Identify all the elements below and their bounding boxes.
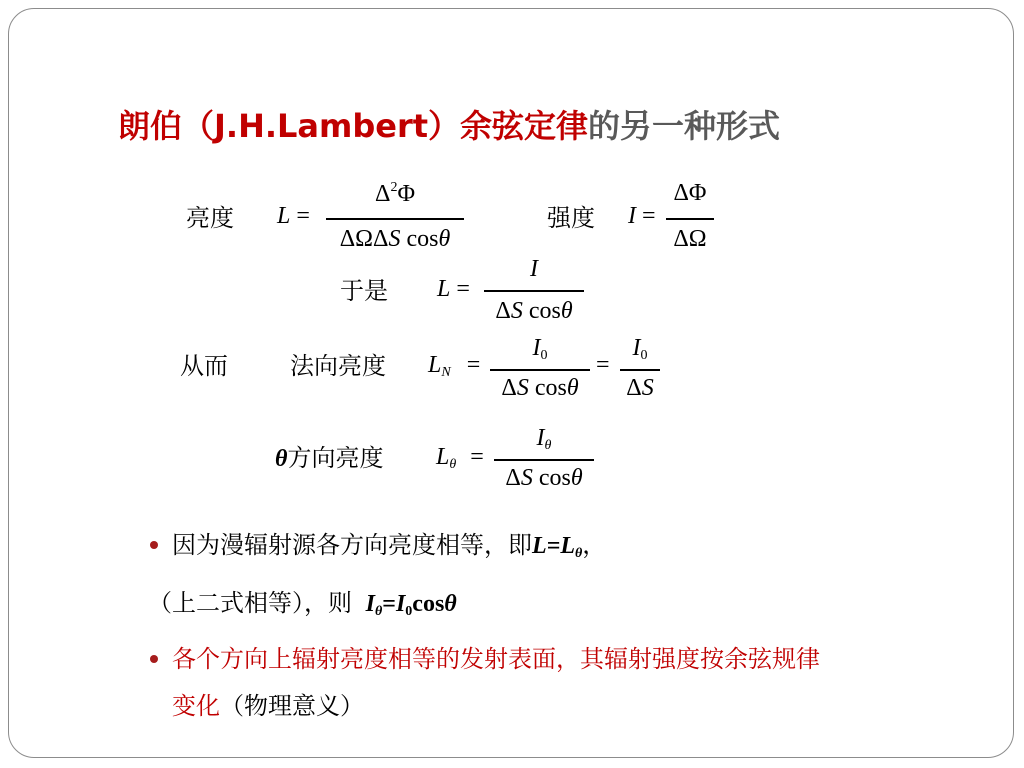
bullet-dot [150, 655, 158, 663]
formula-LN-fraction1 [490, 335, 590, 415]
title-gray-part: 的另一种形式 [588, 107, 781, 145]
bullet1-line2-math: $I_\theta=I_0\cos\theta$ [365, 591, 457, 619]
formula-LN-lhs: $L_N$ = [428, 352, 481, 380]
bullet1-line2 [148, 587, 457, 628]
formula-LN-denominator2: ΔS [626, 375, 654, 401]
label-intensity: 强度 [547, 204, 595, 232]
formula-Lt-lhs: $L_\theta$ = [436, 444, 484, 472]
theta-symbol: θ [275, 446, 288, 472]
formula-L-lhs: L = [277, 203, 310, 229]
formula-L-denominator: ΔΩΔS cosθ [339, 226, 451, 252]
label-normal-luminance: 法向亮度 [290, 352, 386, 380]
formula-Lt-numerator: $I_\theta$ [536, 425, 552, 453]
formula-L2-denominator: ΔS cosθ [495, 298, 573, 324]
formula-Lt-fraction [494, 425, 594, 505]
fraction-bar [490, 369, 590, 371]
title-red-part: 朗伯（J.H.Lambert）余弦定律 [118, 107, 589, 145]
bullet1-line1 [172, 529, 606, 570]
formula-I-denominator: ΔΩ [673, 226, 707, 252]
formula-LN-numerator1: $I_0$ [532, 335, 548, 363]
bullet2-black: （物理意义） [220, 692, 364, 720]
formula-L2-fraction [484, 256, 584, 336]
slide-title [118, 100, 780, 152]
equals-sign: = [596, 352, 610, 378]
bullet1-line2-text: （上二式相等），则 [148, 589, 352, 617]
bullet2-line1: 各个方向上辐射亮度相等的发射表面，其辐射强度按余弦规律 [172, 645, 820, 673]
fraction-bar [484, 290, 584, 292]
formula-LN-denominator1: ΔS cosθ [501, 375, 579, 401]
label-hence: 从而 [180, 352, 228, 380]
fraction-bar [494, 459, 594, 461]
label-therefore: 于是 [340, 277, 388, 305]
formula-L2-numerator: I [530, 256, 538, 282]
bullet-dot [150, 541, 158, 549]
bullet1-math: $L=L_\theta$ [532, 533, 583, 561]
formula-I-fraction [666, 180, 714, 260]
formula-Lt-denominator: ΔS cosθ [505, 465, 583, 491]
theta-luminance-text: 方向亮度 [287, 444, 384, 472]
formula-I-symbol: I [628, 203, 636, 229]
bullet1-text: 因为漫辐射源各方向亮度相等，即 [172, 531, 532, 559]
bullet1-tail: ， [582, 531, 607, 559]
bullet2-red: 变化 [172, 692, 220, 720]
label-theta-luminance [275, 443, 383, 474]
formula-L-symbol: L [277, 203, 291, 229]
formula-L-numerator: $\Delta^2\Phi$ [375, 180, 415, 207]
formula-L2-lhs: L = [437, 276, 470, 302]
fraction-bar [326, 218, 464, 220]
formula-I-numerator: ΔΦ [673, 180, 707, 206]
fraction-bar [666, 218, 714, 220]
label-luminance: 亮度 [186, 204, 234, 232]
formula-LN-numerator2: $I_0$ [632, 335, 648, 363]
formula-LN-fraction2 [620, 335, 660, 415]
bullet2-line2 [172, 690, 364, 722]
formula-L-fraction [326, 180, 464, 260]
formula-I-lhs: I = [628, 203, 656, 229]
fraction-bar [620, 369, 660, 371]
